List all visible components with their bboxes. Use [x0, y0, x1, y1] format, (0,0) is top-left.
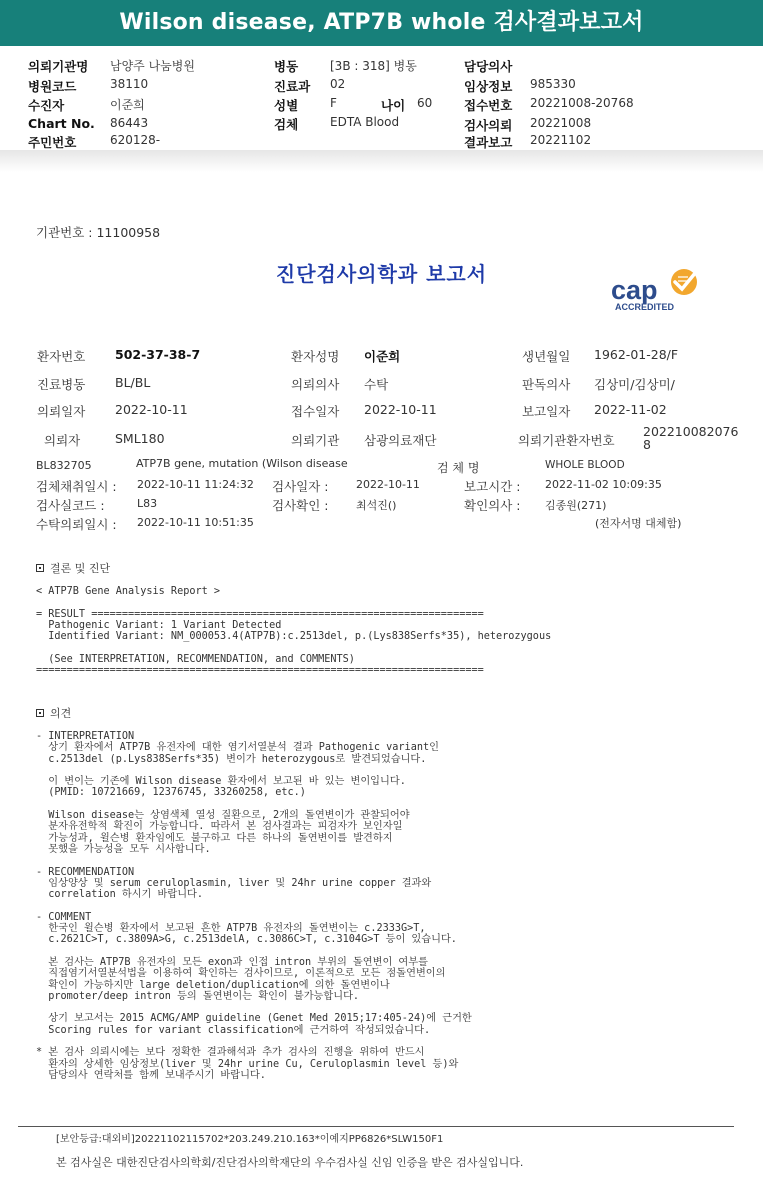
- opinion-line: 상기 보고서는 2015 ACMG/AMP guideline (Genet Med 2015;17:405-24)에 근거한: [36, 1013, 472, 1025]
- value-req-doc: 수탁: [364, 377, 389, 392]
- opinion-line: 직접염기서열분석법을 이용하여 확인하는 검사이므로, 이론적으로 모든 점돌연변이의: [36, 968, 446, 980]
- opinion-line: 한국인 윌슨병 환자에서 보고된 흔한 ATP7B 유전자의 돌연변이는 c.2333G>T,: [36, 923, 426, 935]
- header-label-patient: 수진자: [28, 98, 65, 113]
- header-label-specimen: 검체: [274, 117, 299, 132]
- header-label-clinical-info: 임상정보: [464, 79, 513, 94]
- value-ward: BL/BL: [115, 375, 151, 390]
- header-label-dept: 진료과: [274, 79, 311, 94]
- header-label-age: 나이: [381, 98, 406, 113]
- opinion-line: - INTERPRETATION: [36, 731, 135, 742]
- opinion-line: [36, 799, 472, 810]
- opinion-line: [36, 900, 472, 911]
- label-requester: 의뢰자: [44, 433, 81, 448]
- test-name: ATP7B gene, mutation (Wilson disease: [136, 457, 348, 470]
- opinion-line: [36, 765, 472, 776]
- label-req-org-pid: 의뢰기관환자번호: [518, 433, 615, 448]
- header-value-clinical-info: 985330: [530, 77, 576, 91]
- opinion-line: 담당의사 연락처를 함께 보내주시기 바랍니다.: [36, 1069, 266, 1081]
- opinion-line: 못했을 가능성을 모두 시사합니다.: [36, 843, 211, 855]
- security-line: [보안등급:대외비]20221102115702*203.249.210.163*이예지PP6826*SLW150F1: [56, 1134, 444, 1145]
- opinion-line: [36, 1036, 472, 1047]
- label-confirm-doc: 확인의사 :: [464, 498, 521, 513]
- header-label-chart-no: Chart No.: [28, 116, 95, 131]
- section-square-icon: [36, 709, 44, 717]
- opinion-line: promoter/deep intron 등의 돌연변이는 확인이 불가능합니다.: [36, 990, 360, 1002]
- value-test-date: 2022-10-11: [356, 478, 420, 491]
- conclusion-line: [36, 642, 551, 653]
- header-value-chart-no: 86443: [110, 116, 149, 130]
- value-req-org: 삼광의료재단: [364, 433, 437, 448]
- header-value-age: 60: [417, 96, 433, 110]
- label-test-date: 검사일자 :: [272, 479, 329, 494]
- label-dob: 생년월일: [522, 349, 571, 364]
- opinion-line: correlation 하시기 바랍니다.: [36, 889, 204, 901]
- label-ward: 진료병동: [37, 377, 86, 392]
- opinion-line: [36, 855, 472, 866]
- header-value-ward: [3B : 318] 병동: [330, 59, 417, 73]
- value-accept-time: 2022-10-11 10:51:35: [137, 516, 254, 529]
- opinion-line: 가능성과, 윌슨병 환자임에도 불구하고 다른 하나의 돌연변이를 발견하지: [36, 832, 393, 844]
- conclusion-line: (See INTERPRETATION, RECOMMENDATION, and COMMENTS): [36, 653, 355, 665]
- label-patient-name: 환자성명: [291, 349, 340, 364]
- opinion-line: 본 검사는 ATP7B 유전자의 모든 exon과 인접 intron 부위의 돌연변이 여부를: [36, 956, 428, 968]
- header-value-hospital: 남양주 나눔병원: [110, 59, 195, 73]
- opinion-line: [36, 1002, 472, 1013]
- header-value-result-date: 20221102: [530, 133, 592, 147]
- label-report-date: 보고일자: [522, 404, 571, 419]
- header-value-receipt-no: 20221008-20768: [530, 96, 634, 110]
- label-report-time: 보고시간 :: [464, 479, 521, 494]
- label-lab-code: 검사실코드 :: [36, 498, 105, 513]
- opinion-heading: 의견: [36, 705, 71, 721]
- footer-divider: [18, 1126, 734, 1127]
- value-report-time: 2022-11-02 10:09:35: [545, 478, 662, 491]
- opinion-line: Wilson disease는 상염색체 열성 질환으로, 2개의 돌연변이가 관찰되어야: [36, 810, 410, 822]
- opinion-line: (PMID: 10721669, 12376745, 33260258, etc.): [36, 787, 306, 799]
- header-label-receipt-no: 접수번호: [464, 98, 513, 113]
- label-recv-date: 접수일자: [291, 404, 340, 419]
- header-divider: [0, 150, 763, 172]
- value-requester: SML180: [115, 431, 165, 446]
- header-value-resident-no: 620128-: [110, 133, 161, 147]
- opinion-line: c.2513del (p.Lys838Serfs*35) 변이가 heterozygous로 발견되었습니다.: [36, 753, 427, 765]
- value-req-org-pid-line1: 202210082076: [643, 424, 739, 439]
- label-specimen-name: 검 체 명: [437, 461, 480, 475]
- header-value-sex: F: [330, 96, 337, 110]
- value-dob: 1962-01-28/F: [594, 347, 679, 362]
- section-square-icon: [36, 564, 44, 572]
- opinion-line: [36, 946, 472, 957]
- report-title: 진단검사의학과 보고서: [275, 262, 488, 286]
- label-accept-time: 수탁의뢰일시 :: [36, 517, 117, 532]
- certification-line: 본 검사실은 대한진단검사의학회/진단검사의학재단의 우수검사실 신임 인증을 받은 검사실입니다.: [56, 1156, 524, 1169]
- opinion-line: * 본 검사 의뢰시에는 보다 정확한 결과해석과 추가 검사의 진행을 위하여 반드시: [36, 1047, 425, 1059]
- agency-number: 기관번호 : 11100958: [36, 225, 161, 240]
- opinion-line: 확인이 가능하지만 large deletion/duplication에 의한 돌연변이나: [36, 979, 390, 991]
- value-collect-time: 2022-10-11 11:24:32: [137, 478, 254, 491]
- header-value-specimen: EDTA Blood: [330, 115, 400, 129]
- label-collect-time: 검체채취일시 :: [36, 479, 117, 494]
- conclusion-line: Pathogenic Variant: 1 Variant Detected: [36, 619, 282, 631]
- svg-text:ACCREDITED: ACCREDITED: [615, 302, 675, 312]
- value-req-org-pid-line2: 8: [643, 437, 651, 452]
- label-req-date: 의뢰일자: [37, 404, 86, 419]
- label-req-doc: 의뢰의사: [291, 377, 340, 392]
- header-label-sex: 성별: [274, 98, 299, 113]
- value-confirm-doc: 김종원(271): [545, 499, 607, 512]
- header-value-hospital-code: 38110: [110, 77, 149, 91]
- opinion-line: 이 변이는 기존에 Wilson disease 환자에서 보고된 바 있는 변이입니다.: [36, 776, 406, 788]
- opinion-line: 상기 환자에서 ATP7B 유전자에 대한 염기서열분석 결과 Pathogenic variant인: [36, 742, 439, 754]
- conclusion-line: =========================================================================: [36, 665, 484, 677]
- header-value-request-date: 20221008: [530, 116, 592, 130]
- value-lab-code: L83: [137, 497, 158, 510]
- value-patient-name: 이준희: [364, 349, 401, 364]
- label-reading-doc: 판독의사: [522, 377, 571, 392]
- opinion-line: 분자유전학적 확진이 가능합니다. 따라서 본 검사결과는 피검자가 보인자일: [36, 821, 403, 833]
- signature-note: (전자서명 대체함): [595, 517, 682, 530]
- conclusion-line: Identified Variant: NM_000053.4(ATP7B):c.2513del, p.(Lys838Serfs*35), heterozygous: [36, 631, 552, 643]
- label-patient-no: 환자번호: [37, 349, 86, 364]
- test-code: BL832705: [36, 459, 92, 472]
- cap-accredited-logo: [608, 266, 708, 314]
- value-specimen-name: WHOLE BLOOD: [545, 459, 625, 471]
- opinion-line: - COMMENT: [36, 911, 92, 923]
- header-value-patient: 이준희: [110, 98, 145, 112]
- report-banner-title: Wilson disease, ATP7B whole 검사결과보고서: [0, 0, 763, 46]
- header-value-dept: 02: [330, 77, 346, 91]
- conclusion-line: = RESULT ================================================================: [36, 608, 484, 620]
- value-report-date: 2022-11-02: [594, 402, 667, 417]
- opinion-line: Scoring rules for variant classification에 근거하여 작성되었습니다.: [36, 1024, 431, 1036]
- conclusion-heading: 결론 및 진단: [36, 560, 110, 576]
- label-req-org: 의뢰기관: [291, 433, 340, 448]
- svg-text:cap: cap: [611, 275, 658, 305]
- conclusion-text: [36, 586, 551, 676]
- header-label-hospital: 의뢰기관명: [28, 59, 89, 74]
- opinion-line: 임상양상 및 serum ceruloplasmin, liver 및 24hr urine copper 결과와: [36, 877, 432, 889]
- value-reading-doc: 김상미/김상미/: [594, 377, 675, 392]
- header-label-hospital-code: 병원코드: [28, 79, 77, 94]
- opinion-line: - RECOMMENDATION: [36, 866, 135, 878]
- conclusion-line: [36, 597, 551, 608]
- header-label-resident-no: 주민번호: [28, 135, 77, 150]
- opinion-line: 환자의 상세한 임상정보(liver 및 24hr urine Cu, Ceruloplasmin level 등)와: [36, 1058, 459, 1070]
- value-patient-no: 502-37-38-7: [115, 347, 201, 362]
- label-test-confirm: 검사확인 :: [272, 498, 329, 513]
- header-label-result-date: 결과보고: [464, 135, 513, 150]
- header-label-physician: 담당의사: [464, 59, 513, 74]
- opinion-line: c.2621C>T, c.3809A>G, c.2513delA, c.3086C>T, c.3104G>T 등이 있습니다.: [36, 934, 457, 946]
- conclusion-line: < ATP7B Gene Analysis Report >: [36, 586, 221, 597]
- opinion-text: [36, 731, 472, 1081]
- header-label-request-date: 검사의뢰: [464, 118, 513, 133]
- value-recv-date: 2022-10-11: [364, 402, 437, 417]
- value-req-date: 2022-10-11: [115, 402, 188, 417]
- header-label-ward: 병동: [274, 59, 299, 74]
- value-test-confirm: 최석진(): [356, 499, 397, 512]
